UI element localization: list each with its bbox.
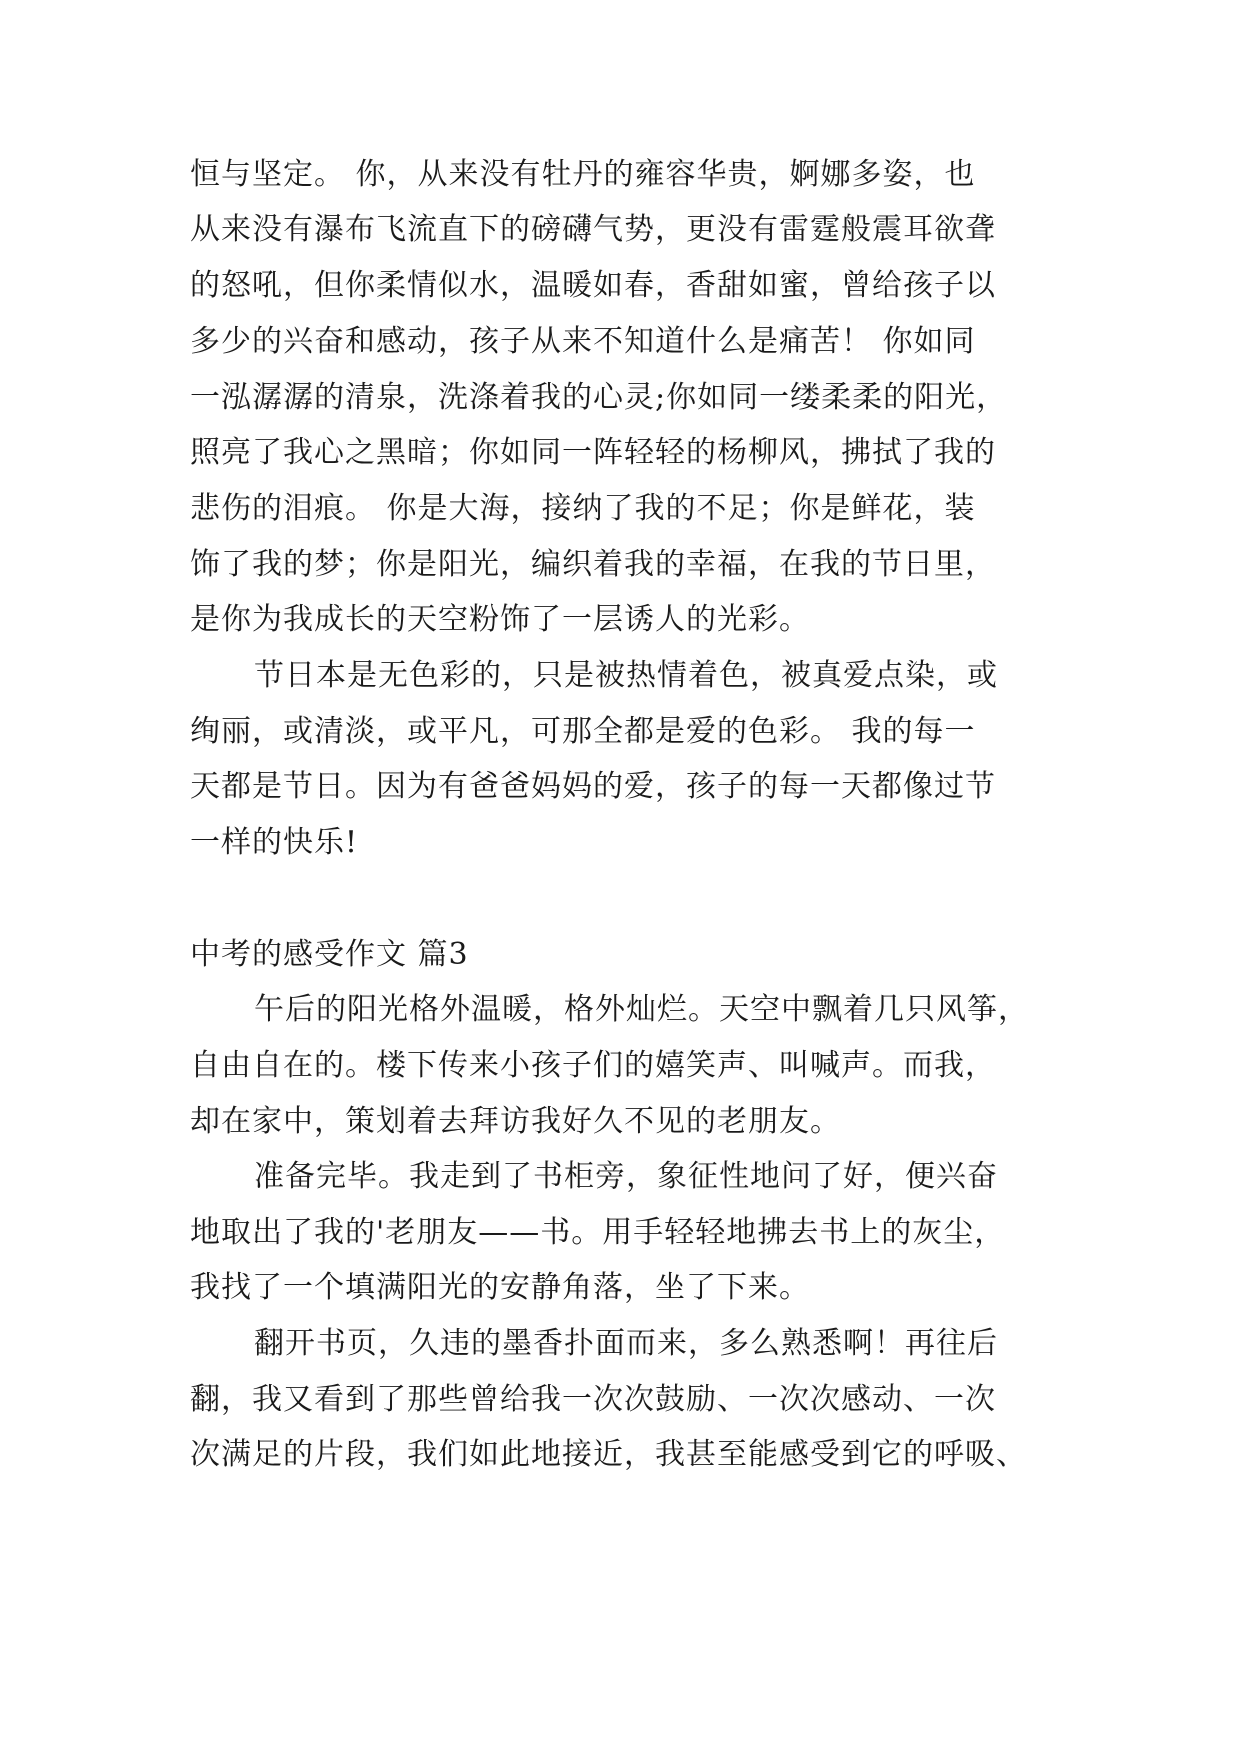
text-line: 恒与坚定。 你，从来没有牡丹的雍容华贵，婀娜多姿，也 <box>190 157 976 192</box>
text-line: 翻，我又看到了那些曾给我一次次鼓励、一次次感动、一次 <box>190 1382 996 1417</box>
section-heading: 中考的感受作文 篇3 <box>190 937 469 972</box>
text-line: 的怒吼，但你柔情似水，温暖如春，香甜如蜜，曾给孩子以 <box>190 268 996 303</box>
text-line: 是你为我成长的天空粉饰了一层诱人的光彩。 <box>190 602 810 637</box>
text-line: 次满足的片段，我们如此地接近，我甚至能感受到它的呼吸、 <box>190 1437 1027 1472</box>
text-line: 从来没有瀑布飞流直下的磅礴气势，更没有雷霆般震耳欲聋 <box>190 212 996 247</box>
paragraph-first-line: 翻开书页，久违的墨香扑面而来，多么熟悉啊！再往后 <box>254 1326 998 1361</box>
text-line: 却在家中，策划着去拜访我好久不见的老朋友。 <box>190 1104 841 1139</box>
paragraph-first-line: 午后的阳光格外温暖，格外灿烂。天空中飘着几只风筝， <box>254 992 1029 1027</box>
text-line: 多少的兴奋和感动，孩子从来不知道什么是痛苦！ 你如同 <box>190 324 976 359</box>
text-line: 一泓潺潺的清泉，洗涤着我的心灵;你如同一缕柔柔的阳光， <box>190 380 1008 415</box>
text-line: 我找了一个填满阳光的安静角落，坐了下来。 <box>190 1270 810 1305</box>
text-line: 饰了我的梦；你是阳光，编织着我的幸福，在我的节日里， <box>190 547 996 582</box>
paragraph-first-line: 节日本是无色彩的，只是被热情着色，被真爱点染，或 <box>254 658 998 693</box>
paragraph-first-line: 准备完毕。我走到了书柜旁，象征性地问了好，便兴奋 <box>254 1159 998 1194</box>
text-line: 自由自在的。楼下传来小孩子们的嬉笑声、叫喊声。而我， <box>190 1048 996 1083</box>
text-line: 天都是节日。因为有爸爸妈妈的爱，孩子的每一天都像过节 <box>190 769 996 804</box>
text-line: 一样的快乐! <box>190 825 359 860</box>
text-line: 悲伤的泪痕。 你是大海，接纳了我的不足；你是鲜花，装 <box>190 491 976 526</box>
text-line: 照亮了我心之黑暗；你如同一阵轻轻的杨柳风，拂拭了我的 <box>190 435 996 470</box>
text-line: 绚丽，或清淡，或平凡，可那全都是爱的色彩。 我的每一 <box>190 714 976 749</box>
text-line: 地取出了我的'老朋友——书。用手轻轻地拂去书上的灰尘， <box>190 1215 1006 1250</box>
